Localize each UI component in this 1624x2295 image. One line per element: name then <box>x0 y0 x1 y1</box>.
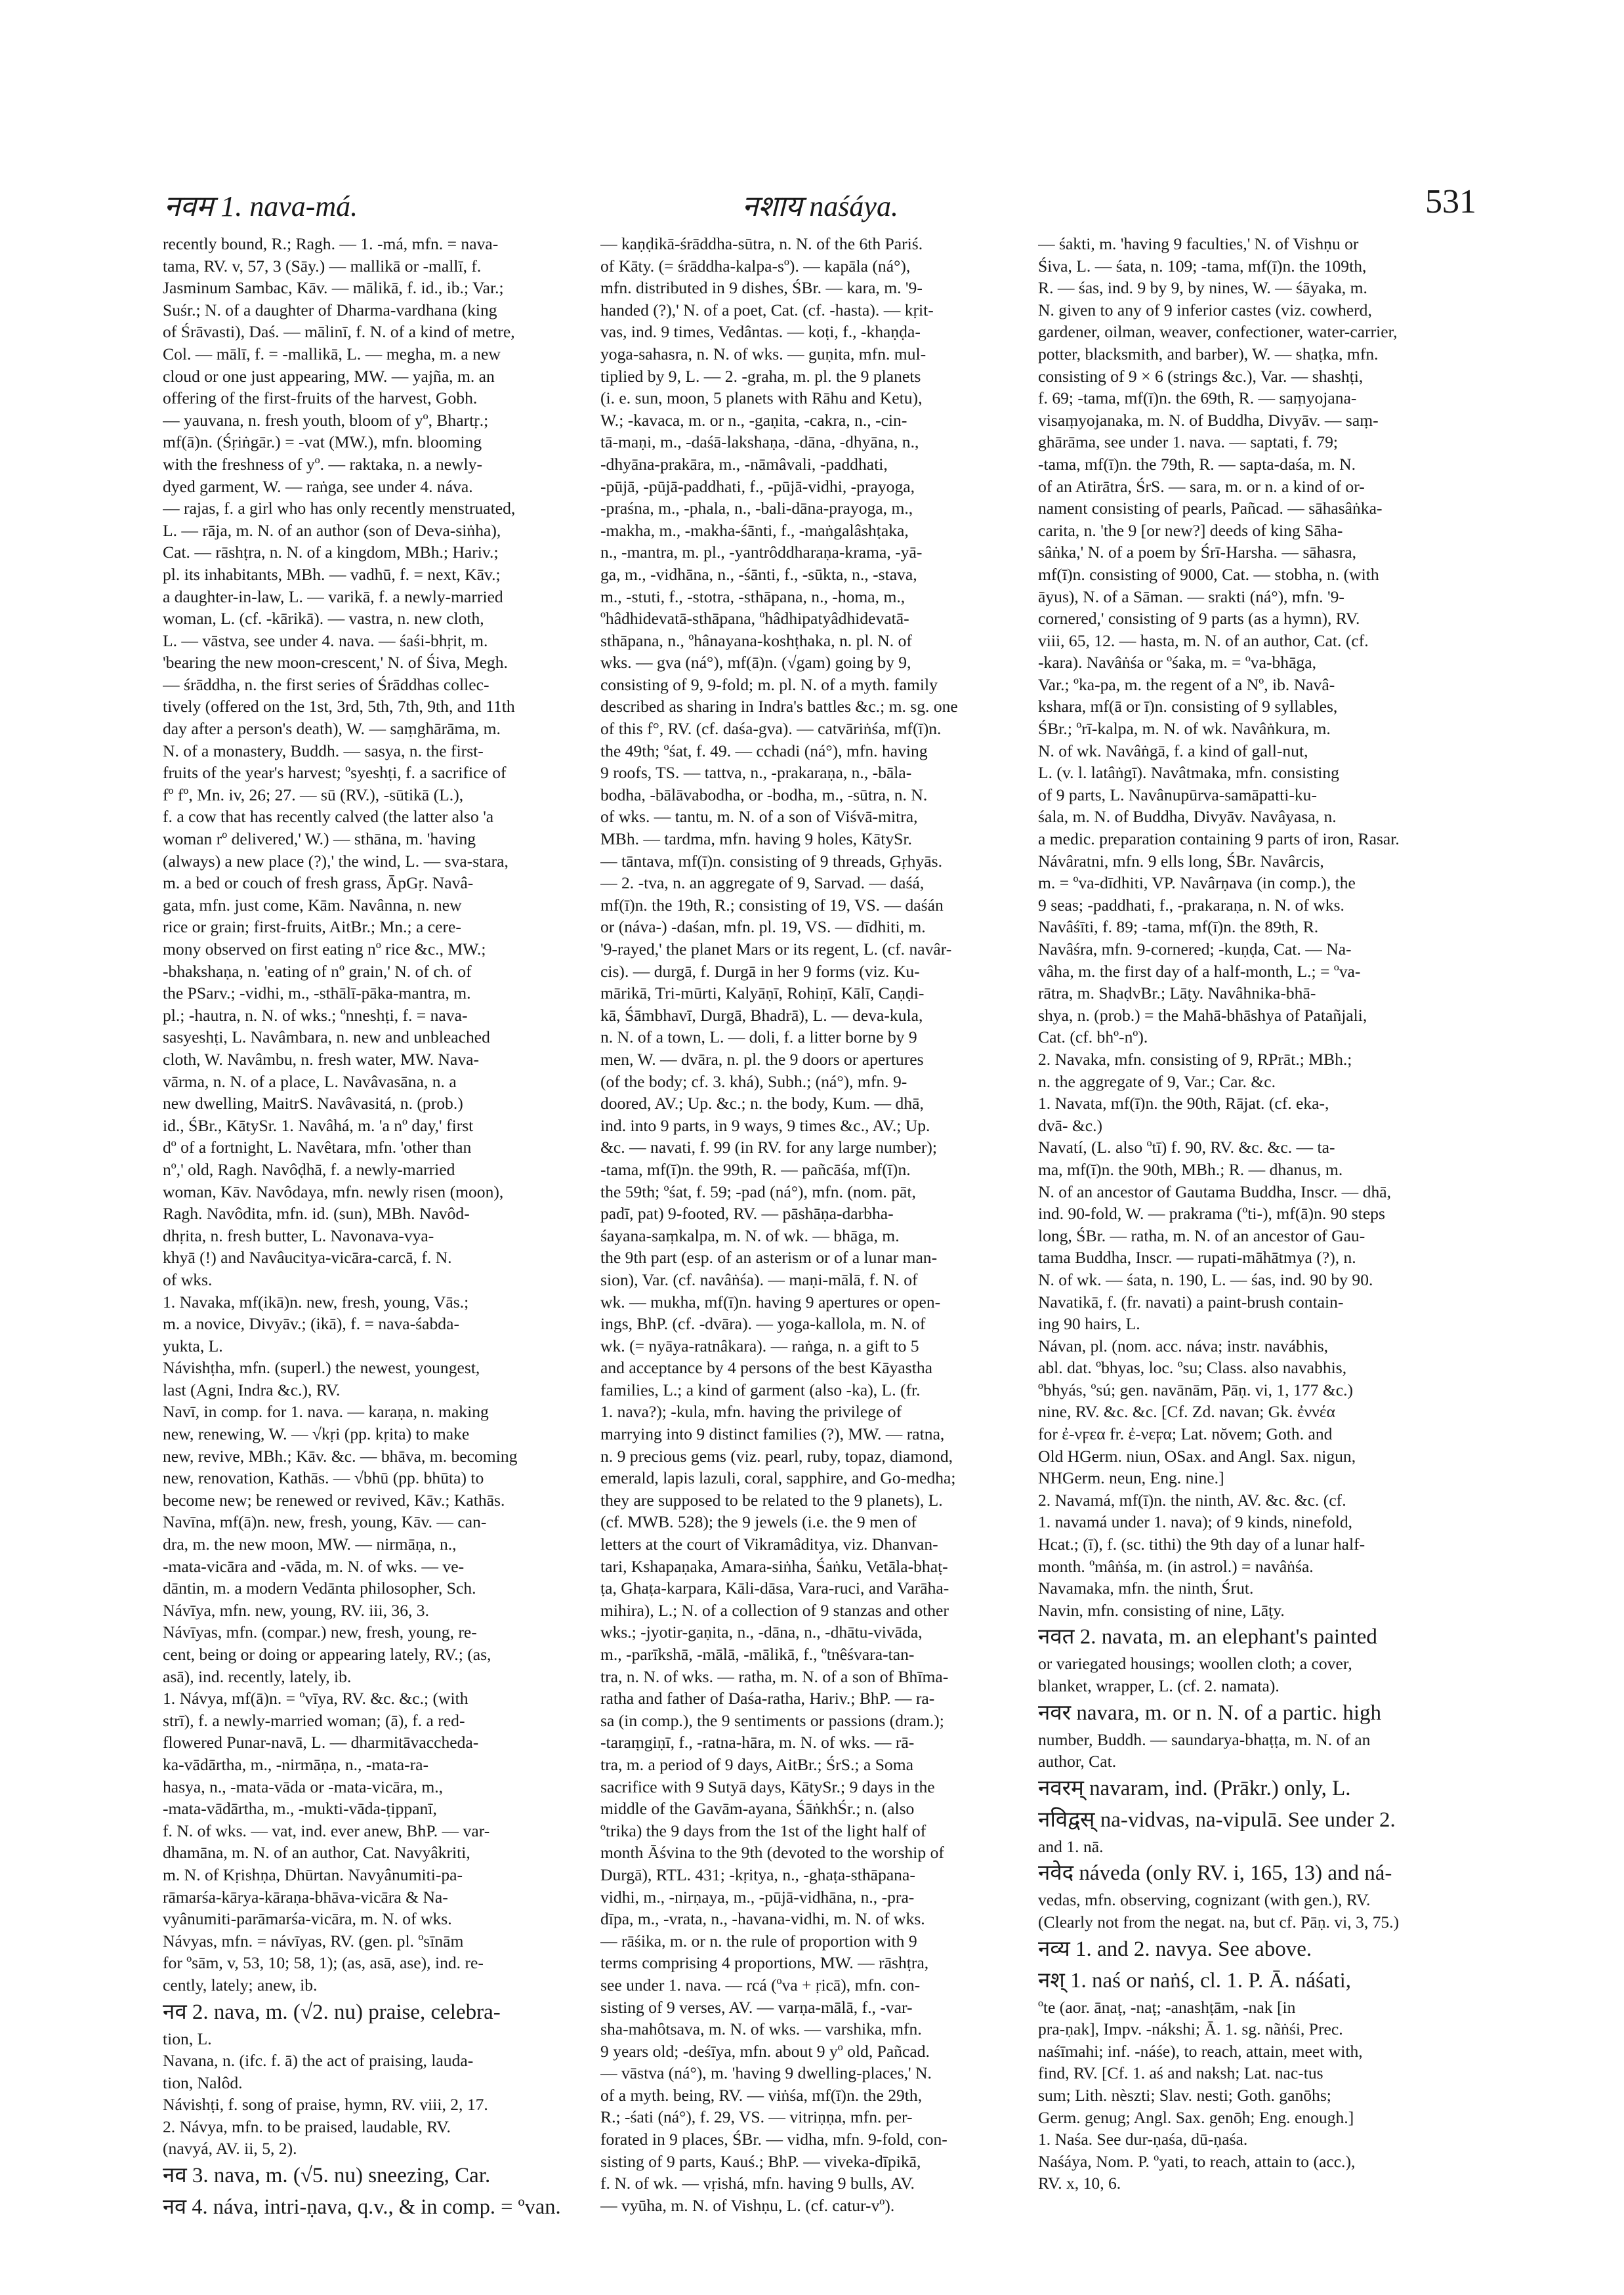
entry-text-line: sa (in comp.), the 9 sentiments or passions (dram.); <box>600 1710 944 1730</box>
entry-text-line: MBh. — tardma, mfn. having 9 holes, KātySr. <box>600 829 912 849</box>
entry-text-line: ma, mf(ī)n. the 90th, MBh.; R. — dhanus, m. <box>1038 1159 1343 1179</box>
entry-text-line: m. = ºva-dīdhiti, VP. Navârṇava (in comp.), the <box>1038 873 1356 893</box>
entry-text-line: letters at the court of Vikramâditya, viz. Dhanvan- <box>600 1535 938 1554</box>
entry-text-line: gata, mfn. just come, Kām. Navânna, n. new <box>163 895 462 915</box>
entry-text-line: handed (?),' N. of a poet, Cat. (cf. -hasta). — kṛit- <box>600 300 934 320</box>
entry-text-line: wk. (= nyāya-ratnâkara). — raṅga, n. a gift to 5 <box>600 1336 919 1355</box>
left-running-head: नवम 1. nava-má. <box>164 190 358 222</box>
entry-text-line: offering of the first-fruits of the harvest, Gobh. <box>163 388 478 408</box>
entry-text-line: n., -mantra, m. pl., -yantrôddharaṇa-krama, -yā- <box>600 543 923 562</box>
entry-text-line: or (náva-) -daśan, mfn. pl. 19, VS. — dīdhiti, m. <box>600 917 926 937</box>
entry-text-line: āyus), N. of a Sāman. — srakti (ná°), mfn. '9- <box>1038 587 1344 606</box>
entry-text-line: middle of the Gavām-ayana, ŚāṅkhŚr.; n. (also <box>600 1799 915 1819</box>
entry-text-line: tion, Nalôd. <box>163 2073 243 2092</box>
entry-text-line: of an Atirātra, ŚrS. — sara, m. or n. a kind of or- <box>1038 476 1365 496</box>
entry-text-line: 1. Naśa. See dur-ṇaśa, dū-ṇaśa. <box>1038 2130 1248 2149</box>
entry-text-line: abl. dat. ºbhyas, loc. ºsu; Class. also navabhis, <box>1038 1358 1347 1378</box>
entry-headword-line: नवत 2. navata, m. an elephant's painted <box>1038 1625 1377 1649</box>
entry-text-line: pl.; -hautra, n. N. of wks.; ºnneshṭi, f. = nava- <box>163 1005 468 1025</box>
entry-text-line: 1. Návya, mf(ā)n. = ºvīya, RV. &c. &c.; (with <box>163 1689 468 1708</box>
entry-text-line: Naśáya, Nom. P. ºyati, to reach, attain to (acc.), <box>1038 2151 1356 2171</box>
entry-text-line: m., -parīkshā, -mālā, -mālikā, f., ºtnêśvara-tan- <box>600 1645 915 1664</box>
entry-text-line: — vyūha, m. N. of Vishṇu, L. (cf. catur-vº). <box>600 2195 895 2215</box>
entry-text-line: yoga-sahasra, n. N. of wks. — guṇita, mfn. mul- <box>600 344 927 363</box>
entry-headword-line: नवर navara, m. or n. N. of a partic. high <box>1038 1701 1382 1725</box>
entry-text-line: 9 seas; -paddhati, f., -prakaraṇa, n. N. of wks. <box>1038 895 1344 915</box>
entry-text-line: and 1. nā. <box>1038 1836 1104 1856</box>
entry-text-line: ratha and father of Daśa-ratha, Hariv.; BhP. — ra- <box>600 1689 935 1708</box>
entry-text-line: — rāśika, m. or n. the rule of proportion with 9 <box>600 1931 917 1951</box>
entry-text-line: tiplied by 9, L. — 2. -graha, m. pl. the 9 planets <box>600 366 921 386</box>
entry-text-line: vārma, n. N. of a place, L. Navâvasāna, n. a <box>163 1071 457 1091</box>
entry-text-line: marrying into 9 distinct families (?), MW. — ratna, <box>600 1424 945 1444</box>
entry-text-line: nº,' old, Ragh. Navôḍhā, f. a newly-married <box>163 1159 455 1179</box>
entry-text-line: author, Cat. <box>1038 1752 1117 1771</box>
entry-text-line: RV. x, 10, 6. <box>1038 2174 1121 2193</box>
entry-text-line: ings, BhP. (cf. -dvāra). — yoga-kallola, m. N. of <box>600 1314 926 1334</box>
entry-text-line: tively (offered on the 1st, 3rd, 5th, 7th, 9th, and 11th <box>163 697 515 716</box>
entry-text-line: Durgā), RTL. 431; -kṛitya, n., -ghaṭa-sthāpana- <box>600 1865 915 1884</box>
entry-text-line: Návīya, mfn. new, young, RV. iii, 36, 3. <box>163 1600 429 1620</box>
entry-text-line: f. N. of wks. — vat, ind. ever anew, BhP. — var- <box>163 1821 490 1840</box>
entry-text-line: vidhi, m., -nirṇaya, m., -pūjā-vidhāna, n., -pra- <box>600 1887 915 1907</box>
entry-text-line: 1. nava?); -kula, mfn. having the privilege of <box>600 1402 902 1422</box>
entry-text-line: dyed garment, W. — raṅga, see under 4. náva. <box>163 476 473 496</box>
entry-text-line: — kaṇḍikā-śrāddha-sūtra, n. N. of the 6th Pariś. <box>600 234 923 253</box>
entry-text-line: Navâśra, mfn. 9-cornered; -kuṇḍa, Cat. — Na- <box>1038 940 1352 959</box>
entry-text-line: 1. Navata, mf(ī)n. the 90th, Rājat. (cf. eka-, <box>1038 1094 1329 1113</box>
entry-text-line: sisting of 9 verses, AV. — varṇa-mālā, f., -var- <box>600 1997 913 2017</box>
entry-text-line: of 9 parts, L. Navânupūrva-samāpatti-ku- <box>1038 785 1317 804</box>
entry-text-line: cis). — durgā, f. Durgā in her 9 forms (viz. Ku- <box>600 961 920 981</box>
entry-text-line: see under 1. nava. — rcá (ºva + ṛicā), mfn. con- <box>600 1975 921 1995</box>
entry-text-line: the 9th part (esp. of an asterism or of a lunar man- <box>600 1248 938 1268</box>
entry-text-line: (always) a new place (?),' the wind, L. — sva-stara, <box>163 851 509 871</box>
entry-text-line: described as sharing in Indra's battles &c.; m. sg. one <box>600 697 958 716</box>
entry-text-line: they are supposed to be related to the 9 planets), L. <box>600 1490 943 1510</box>
entry-text-line: vyânumiti-parāmarśa-vicāra, m. N. of wks. <box>163 1909 452 1929</box>
entry-text-line: last (Agni, Indra &c.), RV. <box>163 1380 341 1399</box>
entry-headword-line: नव 2. nava, m. (√2. nu) praise, celebra- <box>163 2000 501 2024</box>
entry-text-line: naśīmahi; inf. -náśe), to reach, attain, meet with, <box>1038 2041 1363 2061</box>
entry-text-line: Cat. — rāshṭra, n. N. of a kingdom, MBh.; Hariv.; <box>163 543 499 562</box>
entry-text-line: — vāstva (ná°), m. 'having 9 dwelling-places,' N. <box>600 2063 932 2083</box>
entry-text-line: doored, AV.; Up. &c.; n. the body, Kum. — dhā, <box>600 1094 924 1113</box>
entry-text-line: 1. navamá under 1. nava); of 9 kinds, ninefold, <box>1038 1512 1353 1532</box>
entry-text-line: sthāpana, n., ºhânayana-koshṭhaka, n. pl. N. of <box>600 631 912 650</box>
entry-text-line: consisting of 9 × 6 (strings &c.), Var. — shashṭi, <box>1038 366 1364 386</box>
entry-text-line: f. a cow that has recently calved (the latter also 'a <box>163 807 494 827</box>
entry-text-line: find, RV. [Cf. 1. aś and naksh; Lat. nac-tus <box>1038 2063 1323 2083</box>
entry-text-line: — rajas, f. a girl who has only recently menstruated, <box>163 499 516 518</box>
entry-text-line: mf(ā)n. (Śṛiṅgār.) = -vat (MW.), mfn. blooming <box>163 432 482 452</box>
entry-text-line: strī), f. a newly-married woman; (ā), f. a red- <box>163 1710 465 1730</box>
entry-text-line: woman, L. (cf. -kārikā). — vastra, n. new cloth, <box>163 609 484 629</box>
entry-text-line: the 59th; ºśat, f. 59; -pad (ná°), mfn. (nom. pāt, <box>600 1182 916 1201</box>
entry-text-line: blanket, wrapper, L. (cf. 2. namata). <box>1038 1676 1280 1695</box>
entry-text-line: rātra, m. ShaḍvBr.; Lāṭy. Navâhnika-bhā- <box>1038 983 1316 1003</box>
entry-headword-line: नश् 1. naś or naṅś, cl. 1. P. Ā. náśati, <box>1038 1968 1352 1993</box>
entry-text-line: śala, m. N. of Buddha, Divyāv. Navâyasa, n. <box>1038 807 1337 827</box>
entry-text-line: the 49th; ºśat, f. 49. — cchadi (ná°), mfn. having <box>600 741 928 760</box>
entry-text-line: Navamaka, mfn. the ninth, Śrut. <box>1038 1579 1254 1598</box>
entry-text-line: Navâśīti, f. 89; -tama, mf(ī)n. the 89th, R. <box>1038 917 1319 937</box>
entry-text-line: dra, m. the new moon, MW. — nirmāṇa, n., <box>163 1535 457 1554</box>
entry-text-line: dº of a fortnight, L. Navêtara, mfn. 'other than <box>163 1138 472 1157</box>
entry-text-line: Navin, mfn. consisting of nine, Lāṭy. <box>1038 1600 1285 1620</box>
entry-text-line: -makha, m., -makha-śānti, f., -maṅgalâshṭaka, <box>600 520 909 540</box>
entry-text-line: ga, m., -vidhāna, n., -śānti, f., -sūkta, n., -stava, <box>600 564 917 584</box>
entry-text-line: sum; Lith. nèszti; Slav. nesti; Goth. ganōhs; <box>1038 2085 1331 2105</box>
entry-text-line: viii, 65, 12. — hasta, m. N. of an author, Cat. (cf. <box>1038 631 1369 650</box>
entry-text-line: ºtrika) the 9 days from the 1st of the light half of <box>600 1821 927 1840</box>
entry-text-line: dhṛita, n. fresh butter, L. Navonava-vya- <box>163 1226 434 1245</box>
entry-text-line: -bhakshaṇa, n. 'eating of nº grain,' N. of ch. of <box>163 961 472 981</box>
entry-text-line: wks.; -jyotir-gaṇita, n., -dāna, n., -dhātu-vivāda, <box>600 1623 923 1642</box>
entry-text-line: L. — vāstva, see under 4. nava. — śaśi-bhṛit, m. <box>163 631 488 650</box>
entry-text-line: -tama, mf(ī)n. the 99th, R. — pañcāśa, mf(ī)n. <box>600 1159 911 1179</box>
entry-text-line: Navatikā, f. (fr. navati) a paint-brush contain- <box>1038 1292 1344 1312</box>
entry-text-line: Germ. genug; Angl. Sax. genōh; Eng. enough.] <box>1038 2107 1354 2127</box>
entry-text-line: new, renovation, Kathās. — √bhū (pp. bhūta) to <box>163 1468 484 1488</box>
entry-text-line: (of the body; cf. 3. khá), Subh.; (ná°), mfn. 9- <box>600 1071 907 1091</box>
entry-text-line: wks. — gva (ná°), mf(ā)n. (√gam) going by 9, <box>600 653 911 672</box>
column-3 <box>1038 233 1440 2195</box>
entry-text-line: yukta, L. <box>163 1336 223 1355</box>
entry-text-line: id., ŚBr., KātySr. 1. Navâhá, m. 'a nº day,' first <box>163 1115 474 1135</box>
entry-text-line: ºbhyás, ºsú; gen. navānām, Pāṇ. vi, 1, 177 &c.) <box>1038 1380 1354 1399</box>
entry-text-line: m., -stuti, f., -stotra, -sthāpana, n., -homa, m., <box>600 587 906 606</box>
entry-text-line: of wks. — tantu, m. N. of a son of Viśvā-mitra, <box>600 807 918 827</box>
entry-text-line: vas, ind. 9 times, Vedântas. — koṭi, f., -khaṇḍa- <box>600 322 921 342</box>
entry-text-line: of a myth. being, RV. — viṅśa, mf(ī)n. the 29th, <box>600 2085 923 2105</box>
entry-text-line: kā, Śāmbhavī, Durgā, Bhadrā), L. — deva-kula, <box>600 1005 923 1025</box>
entry-text-line: tā-maṇi, m., -daśā-lakshaṇa, -dāna, -dhyāna, n., <box>600 432 919 452</box>
entry-text-line: ºhâdhidevatā-sthāpana, ºhâdhipatyâdhidevatā- <box>600 609 909 629</box>
entry-text-line: f. N. of wk. — vṛishá, mfn. having 9 bulls, AV. <box>600 2174 915 2193</box>
entry-text-line: — yauvana, n. fresh youth, bloom of yº, Bhartṛ.; <box>163 410 489 430</box>
entry-text-line: cloud or one just appearing, MW. — yajña, m. an <box>163 366 495 386</box>
entry-text-line: m. a novice, Divyāv.; (ikā), f. = nava-śabda- <box>163 1314 459 1334</box>
entry-headword-line: नवरम् navaram, ind. (Prākr.) only, L. <box>1038 1776 1351 1800</box>
entry-text-line: a medic. preparation containing 9 parts of iron, Rasar. <box>1038 829 1400 849</box>
entry-text-line: Návan, pl. (nom. acc. náva; instr. navábhis, <box>1038 1336 1329 1355</box>
entry-text-line: (i. e. sun, moon, 5 planets with Rāhu and Ketu), <box>600 388 923 408</box>
entry-text-line: families, L.; a kind of garment (also -ka), L. (fr. <box>600 1380 921 1399</box>
entry-text-line: Návishṭha, mfn. (superl.) the newest, youngest, <box>163 1358 480 1378</box>
entry-text-line: sâṅka,' N. of a poem by Śrī-Harsha. — sāhasra, <box>1038 543 1357 562</box>
entry-text-line: tama Buddha, Inscr. — rupati-māhātmya (?), n. <box>1038 1248 1356 1268</box>
entry-text-line: N. of wk. Navâṅgā, f. a kind of gall-nut, <box>1038 741 1308 760</box>
entry-text-line: N. given to any of 9 inferior castes (viz. cowherd, <box>1038 300 1372 320</box>
entry-text-line: and acceptance by 4 persons of the best Kāyastha <box>600 1358 932 1378</box>
entry-text-line: tama, RV. v, 57, 3 (Sāy.) — mallikā or -mallī, f. <box>163 256 482 276</box>
entry-text-line: -taraṃgiṇī, f., -ratna-hāra, m. N. of wks. — rā- <box>600 1733 915 1752</box>
entry-text-line: hasya, n., -mata-vāda or -mata-vicāra, m., <box>163 1777 444 1796</box>
entry-text-line: cornered,' consisting of 9 parts (as a hymn), RV. <box>1038 609 1360 629</box>
entry-text-line: visaṃyojanaka, m. N. of Buddha, Divyāv. — saṃ- <box>1038 410 1379 430</box>
entry-text-line: Śiva, L. — śata, n. 109; -tama, mf(ī)n. the 109th, <box>1038 256 1367 276</box>
entry-text-line: Návâratni, mfn. 9 ells long, ŚBr. Navârcis, <box>1038 851 1324 871</box>
entry-text-line: (Clearly not from the negat. na, but cf. Pāṇ. vi, 3, 75.) <box>1038 1912 1400 1932</box>
entry-text-line: bodha, -bālāvabodha, or -bodha, m., -sūtra, n. N. <box>600 785 928 804</box>
entry-text-line: of Śrāvasti), Daś. — mālinī, f. N. of a kind of metre, <box>163 322 515 342</box>
entry-text-line: Návishṭi, f. song of praise, hymn, RV. viii, 2, 17. <box>163 2095 488 2115</box>
entry-text-line: dīpa, m., -vrata, n., -havana-vidhi, m. N. of wks. <box>600 1909 925 1929</box>
entry-text-line: -dhyāna-prakāra, m., -nāmâvali, -paddhati, <box>600 454 888 474</box>
entry-text-line: ŚBr.; ºrī-kalpa, m. N. of wk. Navâṅkura, m. <box>1038 719 1331 739</box>
entry-text-line: Suśr.; N. of a daughter of Dharma-vardhana (king <box>163 300 497 320</box>
entry-text-line: Col. — mālī, f. = -mallikā, L. — megha, m. a new <box>163 344 501 363</box>
entry-headword-line: नव 4. náva, intri-ṇava, q.v., & in comp. = ºvan. <box>163 2195 561 2220</box>
entry-text-line: sisting of 9 parts, Kauś.; BhP. — viveka-dīpikā, <box>600 2151 921 2171</box>
entry-text-line: dāntin, m. a modern Vedānta philosopher, Sch. <box>163 1579 476 1598</box>
entry-text-line: Jasminum Sambac, Kāv. — mālikā, f. id., ib.; Var.; <box>163 278 504 298</box>
entry-text-line: cloth, W. Navâmbu, n. fresh water, MW. Nava- <box>163 1049 480 1069</box>
entry-text-line: dhamāna, m. N. of an author, Cat. Navyâkriti, <box>163 1843 470 1863</box>
entry-text-line: ind. into 9 parts, in 9 ways, 9 times &c., AV.; Up. <box>600 1115 930 1135</box>
entry-text-line: of wks. <box>163 1270 213 1289</box>
entry-text-line: a daughter-in-law, L. — varikā, f. a newly-married <box>163 587 503 606</box>
entry-text-line: pra-ṇak], Impv. -nákshi; Ā. 1. sg. nãṅśi, Prec. <box>1038 2019 1343 2039</box>
entry-text-line: 1. Navaka, mf(ikā)n. new, fresh, young, Vās.; <box>163 1292 469 1312</box>
page-number: 531 <box>1425 183 1476 220</box>
entry-text-line: the PSarv.; -vidhi, m., -sthālī-pāka-mantra, m. <box>163 983 471 1003</box>
entry-text-line: -praśna, m., -phala, n., -bali-dāna-prayoga, m., <box>600 499 913 518</box>
entry-text-line: Old HGerm. niun, OSax. and Angl. Sax. nigun, <box>1038 1446 1356 1466</box>
column-1 <box>163 233 564 2223</box>
entry-text-line: -mata-vādārtha, m., -mukti-vāda-ṭippanī, <box>163 1799 437 1819</box>
entry-text-line: fruits of the year's harvest; ºsyeshṭi, f. a sacrifice of <box>163 763 507 783</box>
entry-text-line: month Āśvina to the 9th (devoted to the worship of <box>600 1843 944 1863</box>
column-2 <box>600 233 1002 2216</box>
entry-text-line: 'bearing the new moon-crescent,' N. of Śiva, Megh. <box>163 653 508 672</box>
entry-text-line: vâha, m. the first day of a half-month, L.; = ºva- <box>1038 961 1361 981</box>
entry-text-line: number, Buddh. — saundarya-bhaṭṭa, m. N. of an <box>1038 1729 1371 1749</box>
entry-text-line: mihira), L.; N. of a collection of 9 stanzas and other <box>600 1600 949 1620</box>
entry-text-line: tra, n. N. of wks. — ratha, m. N. of a son of Bhīma- <box>600 1666 949 1686</box>
entry-text-line: mfn. distributed in 9 dishes, ŚBr. — kara, m. '9- <box>600 278 923 298</box>
entry-text-line: L. (v. l. latâṅgī). Navâtmaka, mfn. consisting <box>1038 763 1339 783</box>
entry-text-line: new dwelling, MaitrS. Navâvasitá, n. (prob.) <box>163 1094 463 1113</box>
entry-text-line: rice or grain; first-fruits, AitBr.; Mn.; a cere- <box>163 917 461 937</box>
entry-text-line: sha-mahôtsava, m. N. of wks. — varshika, mfn. <box>600 2019 922 2039</box>
entry-text-line: m. a bed or couch of fresh grass, ĀpGṛ. Navâ- <box>163 873 474 893</box>
entry-text-line: 2. Návya, mfn. to be praised, laudable, RV. <box>163 2117 451 2136</box>
entry-text-line: Navana, n. (ifc. f. ā) the act of praising, lauda- <box>163 2051 474 2071</box>
entry-text-line: L. — rāja, m. N. of an author (son of Deva-siṅha), <box>163 520 501 540</box>
entry-text-line: tion, L. <box>163 2029 212 2048</box>
entry-text-line: emerald, lapis lazuli, coral, sapphire, and Go-medha; <box>600 1468 956 1488</box>
entry-headword-line: नविद्वस् na-vidvas, na-vipulā. See under 2. <box>1038 1808 1396 1832</box>
entry-text-line: N. of an ancestor of Gautama Buddha, Inscr. — dhā, <box>1038 1182 1392 1201</box>
entry-text-line: forated in 9 places, ŚBr. — vidha, mfn. 9-fold, con- <box>600 2130 947 2149</box>
entry-text-line: (cf. MWB. 528); the 9 jewels (i.e. the 9 men of <box>600 1512 917 1532</box>
entry-text-line: cently, lately; anew, ib. <box>163 1975 318 1995</box>
entry-text-line: Cat. (cf. bhº-nº). <box>1038 1027 1148 1047</box>
entry-text-line: ka-vādārtha, m., -nirmāṇa, n., -mata-ra- <box>163 1754 429 1774</box>
entry-text-line: pl. its inhabitants, MBh. — vadhū, f. = next, Kāv.; <box>163 564 501 584</box>
entry-text-line: ind. 90-fold, W. — prakrama (ºti-), mf(ā)n. 90 steps <box>1038 1204 1385 1224</box>
entry-text-line: N. of a monastery, Buddh. — sasya, n. the first- <box>163 741 484 760</box>
entry-text-line: sacrifice with 9 Sutyā days, KātySr.; 9 days in the <box>600 1777 935 1796</box>
entry-text-line: n. 9 precious gems (viz. pearl, ruby, topaz, diamond, <box>600 1446 953 1466</box>
entry-text-line: of Kāty. (= śrāddha-kalpa-sº). — kapāla (ná°), <box>600 256 911 276</box>
entry-text-line: tari, Kshapaṇaka, Amara-siṅha, Śaṅku, Vetāla-bhaṭ- <box>600 1556 948 1576</box>
entry-text-line: — śakti, m. 'having 9 faculties,' N. of Vishṇu or <box>1038 234 1359 253</box>
entry-text-line: ghārāma, see under 1. nava. — saptati, f. 79; <box>1038 432 1338 452</box>
entry-text-line: — tāntava, mf(ī)n. consisting of 9 threads, Gṛhyās. <box>600 851 942 871</box>
entry-text-line: 9 years old; -deśīya, mfn. about 9 yº old, Pañcad. <box>600 2041 930 2061</box>
entry-text-line: men, W. — dvāra, n. pl. the 9 doors or apertures <box>600 1049 924 1069</box>
entry-text-line: Navatí, (L. also ºtī) f. 90, RV. &c. &c. — ta- <box>1038 1138 1335 1157</box>
entry-text-line: woman, Kāv. Navôdaya, mfn. newly risen (moon), <box>163 1182 504 1201</box>
entry-headword-line: नव 3. nava, m. (√5. nu) sneezing, Car. <box>163 2164 491 2188</box>
entry-text-line: padī, pat) 9-footed, RV. — pāshāṇa-darbha- <box>600 1204 894 1224</box>
entry-text-line: Navīna, mf(ā)n. new, fresh, young, Kāv. — can- <box>163 1512 487 1532</box>
entry-text-line: '9-rayed,' the planet Mars or its regent, L. (cf. navâr- <box>600 940 952 959</box>
entry-text-line: nament consisting of pearls, Pañcad. — sāhasâṅka- <box>1038 499 1383 518</box>
entry-text-line: — 2. -tva, n. an aggregate of 9, Sarvad. — daśá, <box>600 873 925 893</box>
entry-text-line: consisting of 9, 9-fold; m. pl. N. of a myth. family <box>600 674 938 694</box>
entry-text-line: rāmarśa-kārya-kāraṇa-bhāva-vicāra & Na- <box>163 1887 448 1907</box>
entry-text-line: Navī, in comp. for 1. nava. — karaṇa, n. making <box>163 1402 489 1422</box>
entry-text-line: for ºsām, v, 53, 10; 58, 1); (as, asā, ase), ind. re- <box>163 1953 484 1973</box>
entry-text-line: n. the aggregate of 9, Var.; Car. &c. <box>1038 1071 1276 1091</box>
entry-headword-line: नवेद náveda (only RV. i, 165, 13) and ná- <box>1038 1861 1392 1886</box>
entry-text-line: sion), Var. (cf. navâṅśa). — maṇi-mālā, f. N. of <box>600 1270 918 1289</box>
entry-text-line: wk. — mukha, mf(ī)n. having 9 apertures or open- <box>600 1292 941 1312</box>
entry-text-line: Ragh. Navôdita, mfn. id. (sun), MBh. Navôd- <box>163 1204 470 1224</box>
entry-text-line: f. 69; -tama, mf(ī)n. the 69th, R. — saṃyojana- <box>1038 388 1357 408</box>
entry-text-line: gardener, oilman, weaver, confectioner, water-carrier, <box>1038 322 1398 342</box>
entry-text-line: vedas, mfn. observing, cognizant (with gen.), RV. <box>1038 1890 1371 1910</box>
entry-text-line: new, renewing, W. — √kṛi (pp. kṛita) to make <box>163 1424 470 1444</box>
entry-text-line: cent, being or doing or appearing lately, RV.; (as, <box>163 1645 491 1664</box>
entry-text-line: ing 90 hairs, L. <box>1038 1314 1140 1334</box>
entry-text-line: (navyá, AV. ii, 5, 2). <box>163 2139 297 2159</box>
entry-text-line: nine, RV. &c. &c. [Cf. Zd. navan; Gk. ἐννέα <box>1038 1402 1335 1422</box>
entry-text-line: Var.; ºka-pa, m. the regent of a Nº, ib. Navâ- <box>1038 674 1335 694</box>
entry-text-line: day after a person's death), W. — saṃghārāma, m. <box>163 719 501 739</box>
entry-text-line: 9 roofs, TS. — tattva, n., -prakaraṇa, n., -bāla- <box>600 763 912 783</box>
entry-text-line: 2. Navaka, mfn. consisting of 9, RPrāt.; MBh.; <box>1038 1049 1352 1069</box>
entry-text-line: sasyeshṭi, L. Navâmbara, n. new and unbleached <box>163 1027 490 1047</box>
entry-headword-line: नव्य 1. and 2. navya. See above. <box>1038 1937 1312 1961</box>
entry-text-line: dvā- &c.) <box>1038 1115 1103 1135</box>
entry-text-line: -pūjā, -pūjā-paddhati, f., -pūjā-vidhi, -prayoga, <box>600 476 915 496</box>
entry-text-line: for ἐ-νϝεα fr. ἐ-νεϝα; Lat. nŏvem; Goth. and <box>1038 1424 1333 1444</box>
entry-text-line: with the freshness of yº. — raktaka, n. a newly- <box>163 454 482 474</box>
entry-text-line: or variegated housings; woollen cloth; a cover, <box>1038 1654 1352 1674</box>
entry-text-line: tra, m. a period of 9 days, AitBr.; ŚrS.; a Soma <box>600 1754 913 1774</box>
entry-text-line: -kara). Navâṅśa or ºśaka, m. = ºva-bhāga, <box>1038 653 1316 672</box>
entry-text-line: NHGerm. neun, Eng. nine.] <box>1038 1468 1224 1488</box>
entry-text-line: R.; -śati (ná°), f. 29, VS. — vitriṇṇa, mfn. per- <box>600 2107 913 2127</box>
entry-text-line: Návyas, mfn. = návīyas, RV. (gen. pl. ºsīnām <box>163 1931 464 1951</box>
right-running-head: नशाय naśáya. <box>742 190 898 222</box>
entry-text-line: terms comprising 4 proportions, MW. — rāshṭra, <box>600 1953 929 1973</box>
entry-text-line: Návīyas, mfn. (compar.) new, fresh, young, re- <box>163 1623 477 1642</box>
entry-text-line: recently bound, R.; Ragh. — 1. -má, mfn. = nava- <box>163 234 499 253</box>
entry-text-line: W.; -kavaca, m. or n., -gaṇita, -cakra, n., -cin- <box>600 410 907 430</box>
entry-text-line: N. of wk. — śata, n. 190, L. — śas, ind. 90 by 90. <box>1038 1270 1373 1289</box>
entry-text-line: long, ŚBr. — ratha, m. N. of an ancestor of Gau- <box>1038 1226 1365 1245</box>
entry-text-line: carita, n. 'the 9 [or new?] deeds of king Sāha- <box>1038 520 1343 540</box>
entry-text-line: new, revive, MBh.; Kāv. &c. — bhāva, m. becoming <box>163 1446 518 1466</box>
entry-text-line: mārikā, Tri-mūrti, Kalyāṇī, Rohiṇī, Kālī, Caṇḍi- <box>600 983 925 1003</box>
entry-text-line: ṭa, Ghaṭa-karpara, Kāli-dāsa, Vara-ruci, and Varāha- <box>600 1579 949 1598</box>
entry-text-line: ºte (aor. ānaṭ, -naṭ; -anashṭām, -nak [in <box>1038 1997 1296 2017</box>
entry-text-line: of this f°, RV. (cf. daśa-gva). — catvāriṅśa, mf(ī)n. <box>600 719 942 739</box>
entry-text-line: mf(ī)n. consisting of 9000, Cat. — stobha, n. (with <box>1038 564 1379 584</box>
entry-text-line: n. N. of a town, L. — doli, f. a litter borne by 9 <box>600 1027 917 1047</box>
entry-text-line: flowered Punar-navā, L. — dharmitāvaccheda- <box>163 1733 479 1752</box>
entry-text-line: month. ºmâṅśa, m. (in astrol.) = navâṅśa. <box>1038 1556 1314 1576</box>
entry-text-line: &c. — navati, f. 99 (in RV. for any large number); <box>600 1138 938 1157</box>
entry-text-line: shya, n. (prob.) = the Mahā-bhāshya of Patañjali, <box>1038 1005 1367 1025</box>
entry-text-line: become new; be renewed or revived, Kāv.; Kathās. <box>163 1490 505 1510</box>
entry-text-line: R. — śas, ind. 9 by 9, by nines, W. — śāyaka, m. <box>1038 278 1367 298</box>
entry-text-line: śayana-saṃkalpa, m. N. of wk. — bhāga, m. <box>600 1226 900 1245</box>
entry-text-line: — śrāddha, n. the first series of Śrāddhas collec- <box>163 674 489 694</box>
entry-text-line: khyā (!) and Navâucitya-vicāra-carcā, f. N. <box>163 1248 452 1268</box>
entry-text-line: -tama, mf(ī)n. the 79th, R. — sapta-daśa, m. N. <box>1038 454 1356 474</box>
entry-text-line: asā), ind. recently, lately, ib. <box>163 1666 352 1686</box>
page-header <box>164 185 1476 224</box>
entry-text-line: mony observed on first eating nº rice &c., MW.; <box>163 940 486 959</box>
entry-text-line: 2. Navamá, mf(ī)n. the ninth, AV. &c. &c. (cf. <box>1038 1490 1346 1510</box>
entry-text-line: woman rº delivered,' W.) — sthāna, m. 'having <box>163 829 476 849</box>
entry-text-line: kshara, mf(ā or ī)n. consisting of 9 syllables, <box>1038 697 1338 716</box>
entry-text-line: potter, blacksmith, and barber), W. — shaṭka, mfn. <box>1038 344 1379 363</box>
entry-text-line: mf(ī)n. the 19th, R.; consisting of 19, VS. — daśán <box>600 895 944 915</box>
entry-text-line: -mata-vicāra and -vāda, m. N. of wks. — ve- <box>163 1556 465 1576</box>
entry-text-line: fº fº, Mn. iv, 26; 27. — sū (RV.), -sūtikā (L.), <box>163 785 464 804</box>
entry-text-line: m. N. of Kṛishṇa, Dhūrtan. Navyânumiti-pa- <box>163 1865 463 1884</box>
entry-text-line: Hcat.; (ī), f. (sc. tithi) the 9th day of a lunar half- <box>1038 1535 1365 1554</box>
